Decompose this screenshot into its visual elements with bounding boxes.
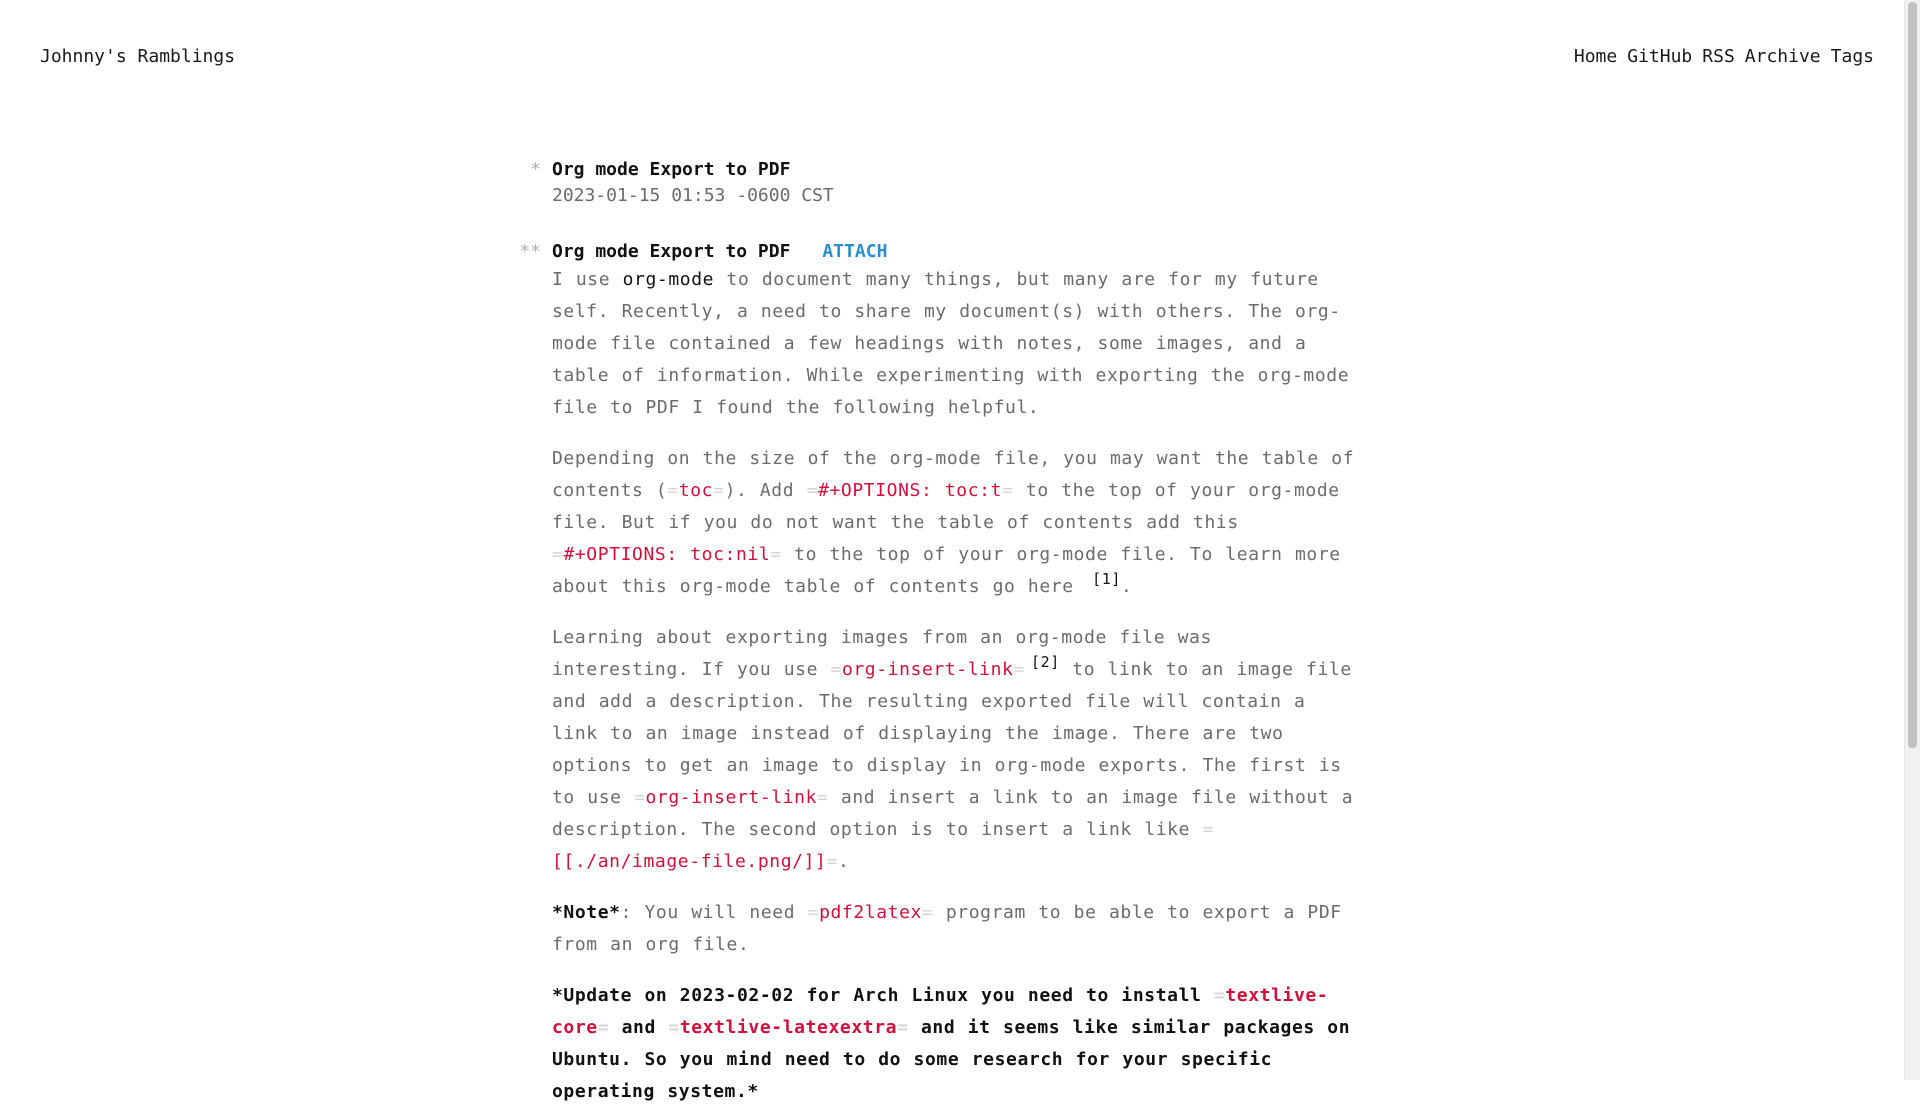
nav-tags-link[interactable]: Tags (1830, 45, 1874, 67)
nav-rss-link[interactable]: RSS (1702, 45, 1735, 67)
scrollbar-thumb[interactable] (1908, 2, 1917, 748)
post-content (519, 158, 1357, 1108)
footnote-1-link[interactable]: [1] (1092, 570, 1122, 588)
nav-home-link[interactable]: Home (1573, 45, 1618, 67)
inline-code-options-toc-t: #+OPTIONS: toc:t (818, 480, 1003, 501)
inline-code-org-insert-link: org-insert-link (841, 659, 1014, 680)
heading-level-1-stars: * (530, 159, 541, 180)
footnote-2-link[interactable]: [2] (1030, 653, 1060, 671)
nav-github-link[interactable]: GitHub (1627, 45, 1693, 67)
inline-code-image-link: [[./an/image-file.png/]] (552, 851, 827, 872)
vertical-scrollbar[interactable] (1904, 0, 1920, 1080)
inline-code-textlive-latexextra: textlive-latexextra (679, 1017, 898, 1038)
paragraph-note: *Note*: You will need =pdf2latex= program to be able to export a PDF from an org file. (552, 902, 1342, 955)
site-title-link[interactable]: Johnny's Ramblings (40, 45, 236, 67)
paragraph-toc: Depending on the size of the org-mode file, you may want the table of contents (=toc=). Add =#+OPTIONS: toc:t= to the top of your org-mode file. But if you do not want the table of contents add this =#+OPTIONS: toc:nil= to the top of your org-mode file. To learn more about this org-mode table of contents go here [1]. (552, 448, 1355, 597)
inline-code-textlive-core: textlive-core (552, 985, 1329, 1038)
paragraph-update: *Update on 2023-02-02 for Arch Linux you need to install =textlive-core= and =textlive-latexextra= and it seems like similar packages on Ubuntu. So you mind need to do some research for your specific operating system.* (552, 985, 1351, 1102)
note-label: *Note* (552, 902, 621, 923)
site-header (40, 44, 1874, 68)
attach-tag[interactable]: ATTACH (822, 241, 888, 262)
paragraph-intro: I use org-mode to document many things, but many are for my future self. Recently, a need to share my document(s) with others. The org-mode file contained a few headings with notes, some images, and a table of information. While experimenting with exporting the org-mode file to PDF I found the following helpful. (552, 269, 1350, 418)
inline-code-options-toc-nil: #+OPTIONS: toc:nil (563, 544, 771, 565)
section-title: Org mode Export to PDF (552, 241, 791, 262)
inline-code-org-insert-link-2: org-insert-link (645, 787, 818, 808)
post-date: 2023-01-15 01:53 -0600 CST (552, 185, 834, 206)
nav-archive-link[interactable]: Archive (1744, 45, 1821, 67)
post-title: Org mode Export to PDF (552, 159, 791, 180)
heading-level-2-stars: ** (519, 241, 541, 262)
section-heading (519, 240, 1357, 264)
inline-code-toc: toc (678, 480, 714, 501)
inline-code-pdf2latex: pdf2latex (819, 902, 922, 923)
paragraph-images: Learning about exporting images from an org-mode file was interesting. If you use =org-insert-link= [2] to link to an image file and add a description. The resulting exported file will contain a link to an image instead of displaying the image. There are two options to get an image to display in org-mode exports. The first is to use =org-insert-link= and insert a link to an image file without a description. The second option is to insert a link like =[[./an/image-file.png/]]=. (552, 627, 1354, 872)
main-nav (1574, 46, 1874, 67)
org-mode-link[interactable]: org-mode (622, 269, 715, 290)
post-title-heading (530, 158, 1357, 182)
